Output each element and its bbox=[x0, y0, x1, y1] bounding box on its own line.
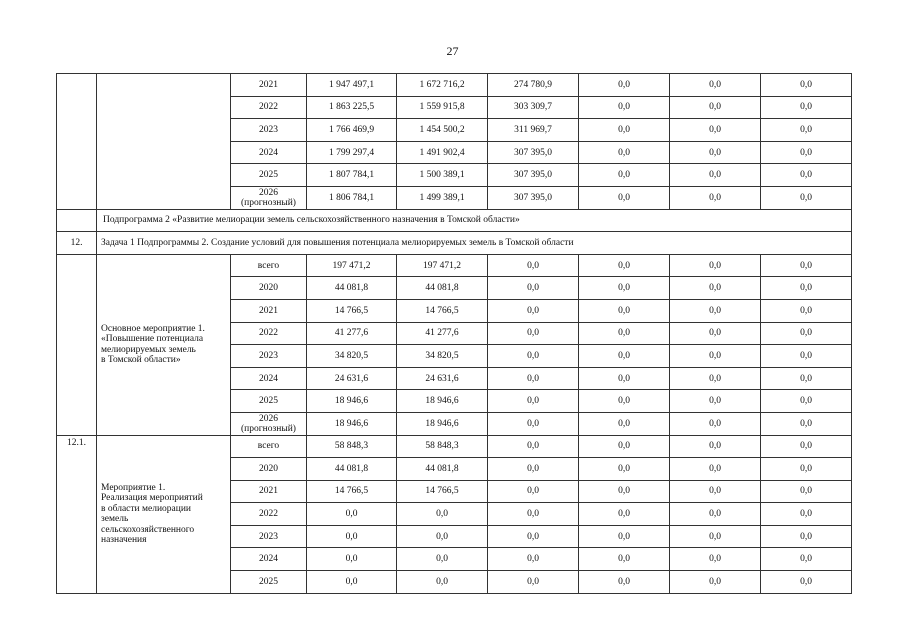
extra-cell: 0,0 bbox=[670, 412, 761, 435]
extra-cell: 0,0 bbox=[670, 164, 761, 187]
federal-cell: 1 499 389,1 bbox=[397, 186, 488, 209]
subprogram-title: Подпрограмма 2 «Развитие мелиорации земель сельскохозяйственного назначения в Томской области» bbox=[97, 209, 852, 232]
extra-cell: 0,0 bbox=[670, 345, 761, 368]
local-cell: 0,0 bbox=[579, 412, 670, 435]
other-cell: 0,0 bbox=[761, 96, 852, 119]
federal-cell: 18 946,6 bbox=[397, 412, 488, 435]
local-cell: 0,0 bbox=[579, 571, 670, 594]
year-cell: 2022 bbox=[231, 503, 307, 526]
regional-cell: 0,0 bbox=[488, 548, 579, 571]
other-cell: 0,0 bbox=[761, 435, 852, 458]
regional-cell: 0,0 bbox=[488, 412, 579, 435]
table-body bbox=[57, 74, 852, 594]
total-cell: 24 631,6 bbox=[307, 367, 397, 390]
total-cell: 197 471,2 bbox=[307, 254, 397, 277]
block-b-name bbox=[97, 254, 231, 435]
federal-cell: 44 081,8 bbox=[397, 277, 488, 300]
extra-cell: 0,0 bbox=[670, 458, 761, 481]
table-row bbox=[57, 435, 852, 458]
federal-cell: 0,0 bbox=[397, 525, 488, 548]
task-index: 12. bbox=[57, 232, 97, 255]
other-cell: 0,0 bbox=[761, 299, 852, 322]
total-cell: 34 820,5 bbox=[307, 345, 397, 368]
total-cell: 44 081,8 bbox=[307, 277, 397, 300]
year-cell: 2023 bbox=[231, 119, 307, 142]
local-cell: 0,0 bbox=[579, 435, 670, 458]
local-cell: 0,0 bbox=[579, 390, 670, 413]
regional-cell: 307 395,0 bbox=[488, 164, 579, 187]
year-cell: 2025 bbox=[231, 390, 307, 413]
page-number: 27 bbox=[446, 44, 459, 58]
federal-cell: 1 672 716,2 bbox=[397, 74, 488, 97]
total-cell: 1 806 784,1 bbox=[307, 186, 397, 209]
federal-cell: 14 766,5 bbox=[397, 299, 488, 322]
federal-cell: 41 277,6 bbox=[397, 322, 488, 345]
year-cell: всего bbox=[231, 254, 307, 277]
year-cell: 2025 bbox=[231, 164, 307, 187]
extra-cell: 0,0 bbox=[670, 277, 761, 300]
local-cell: 0,0 bbox=[579, 503, 670, 526]
year-cell: 2021 bbox=[231, 480, 307, 503]
regional-cell: 0,0 bbox=[488, 322, 579, 345]
regional-cell: 274 780,9 bbox=[488, 74, 579, 97]
block-a-name bbox=[97, 74, 231, 210]
total-cell: 58 848,3 bbox=[307, 435, 397, 458]
other-cell: 0,0 bbox=[761, 345, 852, 368]
year-cell: всего bbox=[231, 435, 307, 458]
block-b-index bbox=[57, 254, 97, 435]
local-cell: 0,0 bbox=[579, 548, 670, 571]
regional-cell: 0,0 bbox=[488, 367, 579, 390]
total-cell: 18 946,6 bbox=[307, 390, 397, 413]
extra-cell: 0,0 bbox=[670, 571, 761, 594]
federal-cell: 34 820,5 bbox=[397, 345, 488, 368]
regional-cell: 311 969,7 bbox=[488, 119, 579, 142]
local-cell: 0,0 bbox=[579, 480, 670, 503]
year-cell: 2022 bbox=[231, 322, 307, 345]
local-cell: 0,0 bbox=[579, 164, 670, 187]
total-cell: 1 947 497,1 bbox=[307, 74, 397, 97]
extra-cell: 0,0 bbox=[670, 186, 761, 209]
local-cell: 0,0 bbox=[579, 119, 670, 142]
block-c-index: 12.1. bbox=[57, 435, 97, 593]
task-title: Задача 1 Подпрограммы 2. Создание условий для повышения потенциала мелиорируемых земель в Томской области bbox=[97, 232, 852, 255]
other-cell: 0,0 bbox=[761, 164, 852, 187]
federal-cell: 1 491 902,4 bbox=[397, 141, 488, 164]
federal-cell: 24 631,6 bbox=[397, 367, 488, 390]
other-cell: 0,0 bbox=[761, 277, 852, 300]
year-cell: 2024 bbox=[231, 367, 307, 390]
federal-cell: 1 559 915,8 bbox=[397, 96, 488, 119]
regional-cell: 0,0 bbox=[488, 254, 579, 277]
federal-cell: 197 471,2 bbox=[397, 254, 488, 277]
table-row bbox=[57, 254, 852, 277]
block-b-name-text: Основное мероприятие 1. «Повышение потенциала мелиорируемых земель в Томской области» bbox=[101, 323, 205, 366]
regional-cell: 0,0 bbox=[488, 503, 579, 526]
year-cell: 2021 bbox=[231, 299, 307, 322]
regional-cell: 0,0 bbox=[488, 299, 579, 322]
other-cell: 0,0 bbox=[761, 322, 852, 345]
total-cell: 0,0 bbox=[307, 503, 397, 526]
other-cell: 0,0 bbox=[761, 141, 852, 164]
other-cell: 0,0 bbox=[761, 525, 852, 548]
other-cell: 0,0 bbox=[761, 548, 852, 571]
extra-cell: 0,0 bbox=[670, 390, 761, 413]
local-cell: 0,0 bbox=[579, 74, 670, 97]
federal-cell: 14 766,5 bbox=[397, 480, 488, 503]
local-cell: 0,0 bbox=[579, 322, 670, 345]
other-cell: 0,0 bbox=[761, 186, 852, 209]
task-row bbox=[57, 232, 852, 255]
total-cell: 41 277,6 bbox=[307, 322, 397, 345]
federal-cell: 0,0 bbox=[397, 548, 488, 571]
other-cell: 0,0 bbox=[761, 480, 852, 503]
other-cell: 0,0 bbox=[761, 390, 852, 413]
regional-cell: 0,0 bbox=[488, 277, 579, 300]
year-cell: 2021 bbox=[231, 74, 307, 97]
year-cell: 2024 bbox=[231, 548, 307, 571]
extra-cell: 0,0 bbox=[670, 119, 761, 142]
regional-cell: 307 395,0 bbox=[488, 186, 579, 209]
extra-cell: 0,0 bbox=[670, 435, 761, 458]
local-cell: 0,0 bbox=[579, 367, 670, 390]
federal-cell: 44 081,8 bbox=[397, 458, 488, 481]
other-cell: 0,0 bbox=[761, 367, 852, 390]
local-cell: 0,0 bbox=[579, 458, 670, 481]
extra-cell: 0,0 bbox=[670, 367, 761, 390]
federal-cell: 0,0 bbox=[397, 571, 488, 594]
extra-cell: 0,0 bbox=[670, 254, 761, 277]
extra-cell: 0,0 bbox=[670, 74, 761, 97]
other-cell: 0,0 bbox=[761, 74, 852, 97]
block-c-name bbox=[97, 435, 231, 593]
other-cell: 0,0 bbox=[761, 119, 852, 142]
extra-cell: 0,0 bbox=[670, 299, 761, 322]
other-cell: 0,0 bbox=[761, 254, 852, 277]
extra-cell: 0,0 bbox=[670, 480, 761, 503]
regional-cell: 0,0 bbox=[488, 525, 579, 548]
total-cell: 1 807 784,1 bbox=[307, 164, 397, 187]
year-cell: 2022 bbox=[231, 96, 307, 119]
total-cell: 0,0 bbox=[307, 525, 397, 548]
extra-cell: 0,0 bbox=[670, 548, 761, 571]
year-cell: 2026 (прогнозный) bbox=[231, 412, 307, 435]
year-cell: 2026 (прогнозный) bbox=[231, 186, 307, 209]
local-cell: 0,0 bbox=[579, 186, 670, 209]
federal-cell: 18 946,6 bbox=[397, 390, 488, 413]
year-cell: 2020 bbox=[231, 277, 307, 300]
total-cell: 0,0 bbox=[307, 548, 397, 571]
local-cell: 0,0 bbox=[579, 141, 670, 164]
total-cell: 0,0 bbox=[307, 571, 397, 594]
federal-cell: 0,0 bbox=[397, 503, 488, 526]
local-cell: 0,0 bbox=[579, 96, 670, 119]
extra-cell: 0,0 bbox=[670, 525, 761, 548]
federal-cell: 58 848,3 bbox=[397, 435, 488, 458]
other-cell: 0,0 bbox=[761, 458, 852, 481]
regional-cell: 303 309,7 bbox=[488, 96, 579, 119]
total-cell: 44 081,8 bbox=[307, 458, 397, 481]
regional-cell: 0,0 bbox=[488, 458, 579, 481]
table-row bbox=[57, 74, 852, 97]
year-cell: 2025 bbox=[231, 571, 307, 594]
subprogram-row bbox=[57, 209, 852, 232]
block-a-index bbox=[57, 74, 97, 210]
subprogram-index bbox=[57, 209, 97, 232]
year-cell: 2023 bbox=[231, 525, 307, 548]
federal-cell: 1 500 389,1 bbox=[397, 164, 488, 187]
regional-cell: 0,0 bbox=[488, 390, 579, 413]
extra-cell: 0,0 bbox=[670, 503, 761, 526]
other-cell: 0,0 bbox=[761, 503, 852, 526]
regional-cell: 0,0 bbox=[488, 480, 579, 503]
other-cell: 0,0 bbox=[761, 571, 852, 594]
year-cell: 2023 bbox=[231, 345, 307, 368]
local-cell: 0,0 bbox=[579, 277, 670, 300]
block-c-name-text: Мероприятие 1. Реализация мероприятий в области мелиорации земель сельскохозяйственного назначения bbox=[101, 482, 203, 546]
federal-cell: 1 454 500,2 bbox=[397, 119, 488, 142]
total-cell: 1 863 225,5 bbox=[307, 96, 397, 119]
budget-table bbox=[56, 73, 852, 594]
other-cell: 0,0 bbox=[761, 412, 852, 435]
regional-cell: 0,0 bbox=[488, 435, 579, 458]
total-cell: 14 766,5 bbox=[307, 480, 397, 503]
regional-cell: 0,0 bbox=[488, 571, 579, 594]
total-cell: 1 766 469,9 bbox=[307, 119, 397, 142]
local-cell: 0,0 bbox=[579, 525, 670, 548]
total-cell: 14 766,5 bbox=[307, 299, 397, 322]
local-cell: 0,0 bbox=[579, 299, 670, 322]
regional-cell: 307 395,0 bbox=[488, 141, 579, 164]
extra-cell: 0,0 bbox=[670, 322, 761, 345]
total-cell: 1 799 297,4 bbox=[307, 141, 397, 164]
local-cell: 0,0 bbox=[579, 254, 670, 277]
regional-cell: 0,0 bbox=[488, 345, 579, 368]
year-cell: 2024 bbox=[231, 141, 307, 164]
extra-cell: 0,0 bbox=[670, 96, 761, 119]
total-cell: 18 946,6 bbox=[307, 412, 397, 435]
extra-cell: 0,0 bbox=[670, 141, 761, 164]
local-cell: 0,0 bbox=[579, 345, 670, 368]
year-cell: 2020 bbox=[231, 458, 307, 481]
